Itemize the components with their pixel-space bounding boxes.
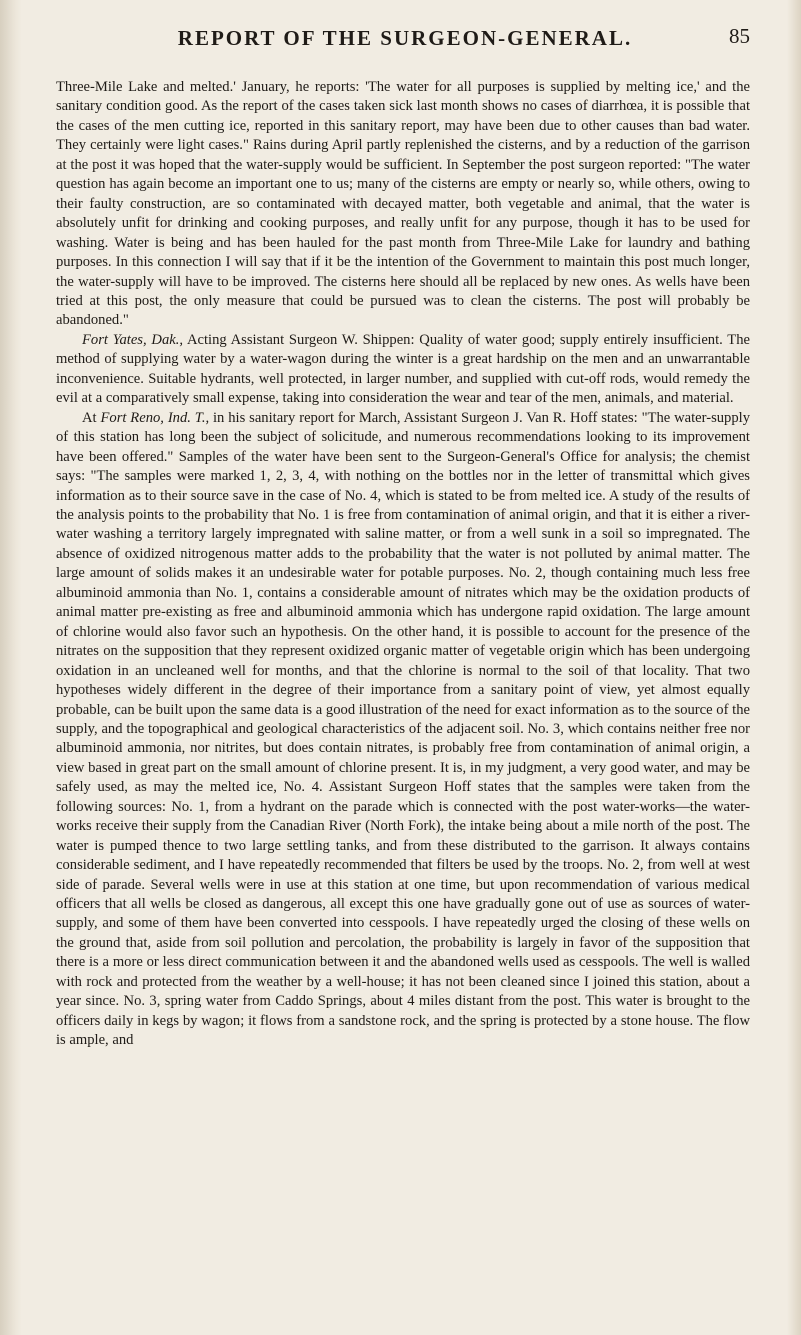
paragraph-lead: At [82, 409, 101, 426]
running-head-title: REPORT OF THE SURGEON-GENERAL. [177, 26, 633, 50]
place-name: Fort Reno, Ind. T., [100, 409, 210, 426]
body-text [56, 78, 750, 1051]
paragraph-fort-yates [56, 331, 750, 409]
paragraph-text: Three-Mile Lake and melted.' January, he reports: 'The water for all purposes is supplied by melting ice,' and the sanitary condition good. As the report of the cases taken sick last month shows no cases of diarrhœa, it is possible that the cases of the men cutting ice, reported in this sanitary report, may have been due to other causes than bad water. They certainly were light cases." Rains during April partly replenished the cisterns, and by a reduction of the garrison at the post it was hoped that the water-supply would be sufficient. In September the post surgeon reported: "The water question has again become an important one to us; many of the cisterns are empty or nearly so, while others, owing to their faulty construction, are so contaminated with decayed matter, both vegetable and animal, that the water is absolutely unfit for drinking and cooking purposes, and really unfit for any purpose, though it has to be used for washing. Water is being and has been hauled for the past month from Three-Mile Lake for laundry and bathing purposes. In this connection I will say that if it be the intention of the Government to maintain this post much longer, the water-supply will have to be improved. The cisterns here should all be replaced by new ones. As wells have been tried at this post, the only measure that could be pursued was to clean the cisterns. The post will probably be abandoned." [56, 79, 750, 329]
paragraph-fort-reno [56, 409, 750, 1051]
page-number: 85 [729, 24, 750, 48]
paragraph-text: in his sanitary report for March, Assistant Surgeon J. Van R. Hoff states: "The water-supply of this station has long been the subject of solicitude, and numerous recommendations looking to its improvement have been offered." Samples of the water have been sent to the Surgeon-General's Office for analysis; the chemist says: "The samples were marked 1, 2, 3, 4, with nothing on the bottles nor in the letter of transmittal which gives information as to their source save in the case of No. 4, which is stated to be from melted ice. A study of the results of the analysis points to the probability that No. 1 is free from contamination of animal origin, and that it is either a river-water washing a territory largely impregnated with saline matter, or from a well sunk in a soil so impregnated. The absence of oxidized nitrogenous matter adds to the probability that the water is not polluted by animal matter. The large amount of solids makes it an undesirable water for potable purposes. No. 2, though containing much less free albuminoid ammonia than No. 1, contains a considerable amount of nitrates which may be the oxidation products of animal matter pre-existing as free and albuminoid ammonia which has undergone rapid oxidation. The large amount of chlorine would also favor such an hypothesis. On the other hand, it is possible to account for the presence of the nitrates on the supposition that they represent oxidized organic matter of vegetable origin which has been undergoing oxidation in an uncleaned well for months, and that the chlorine is normal to the soil of that locality. That two hypotheses widely different in the degree of their importance from a sanitary point of view, yet almost equally probable, can be built upon the same data is a good illustration of the need for exact information as to the source of the supply, and the topographical and geological characteristics of the adjacent soil. No. 3, which contains neither free nor albuminoid ammonia, nor nitrites, but does contain nitrates, is probably free from contamination of animal origin, a view based in great part on the small amount of chlorine present. It is, in my judgment, a very good water, and may be safely used, as may the melted ice, No. 4. Assistant Surgeon Hoff states that the samples were taken from the following sources: No. 1, from a hydrant on the parade which is connected with the post water-works—the water-works receive their supply from the Canadian River (North Fork), the intake being about a mile north of the post. The water is pumped thence to two large settling tanks, and from these distributed to the garrison. It always contains considerable sediment, and I have repeatedly recommended that filters be used by the troops. No. 2, from well at west side of parade. Several wells were in use at this station at one time, but upon recommendation of various medical officers that all wells be closed as dangerous, all except this one have gradually gone out of use as sources of water-supply, and some of them have been converted into cesspools. I have repeatedly urged the closing of these wells on the ground that, aside from soil pollution and percolation, the probability is largely in favor of the supposition that there is a more or less direct communication between it and the abandoned wells used as cesspools. The well is walled with rock and protected from the weather by a well-house; it has not been cleaned since I joined this station, about a year since. No. 3, spring water from Caddo Springs, about 4 miles distant from the post. This water is brought to the officers daily in kegs by wagon; it flows from a sandstone rock, and the spring is protected by a stone house. The flow is ample, and [56, 409, 750, 1049]
running-header [60, 20, 750, 60]
page-edge-shadow [787, 0, 801, 1335]
paragraph-text: Acting Assistant Surgeon W. Shippen: Quality of water good; supply entirely insufficient. The method of supplying water by a water-wagon during the winter is a great hardship on the men and an unwarrantable inconvenience. Suitable hydrants, well protected, in larger number, and supplied with cut-off rods, would remedy the evil at a comparatively small expense, taking into consideration the wear and tear of the men, animals, and material. [56, 331, 750, 407]
paragraph-three-mile-lake [56, 78, 750, 331]
place-name: Fort Yates, Dak., [82, 331, 184, 348]
page-binding-shadow [0, 0, 22, 1335]
